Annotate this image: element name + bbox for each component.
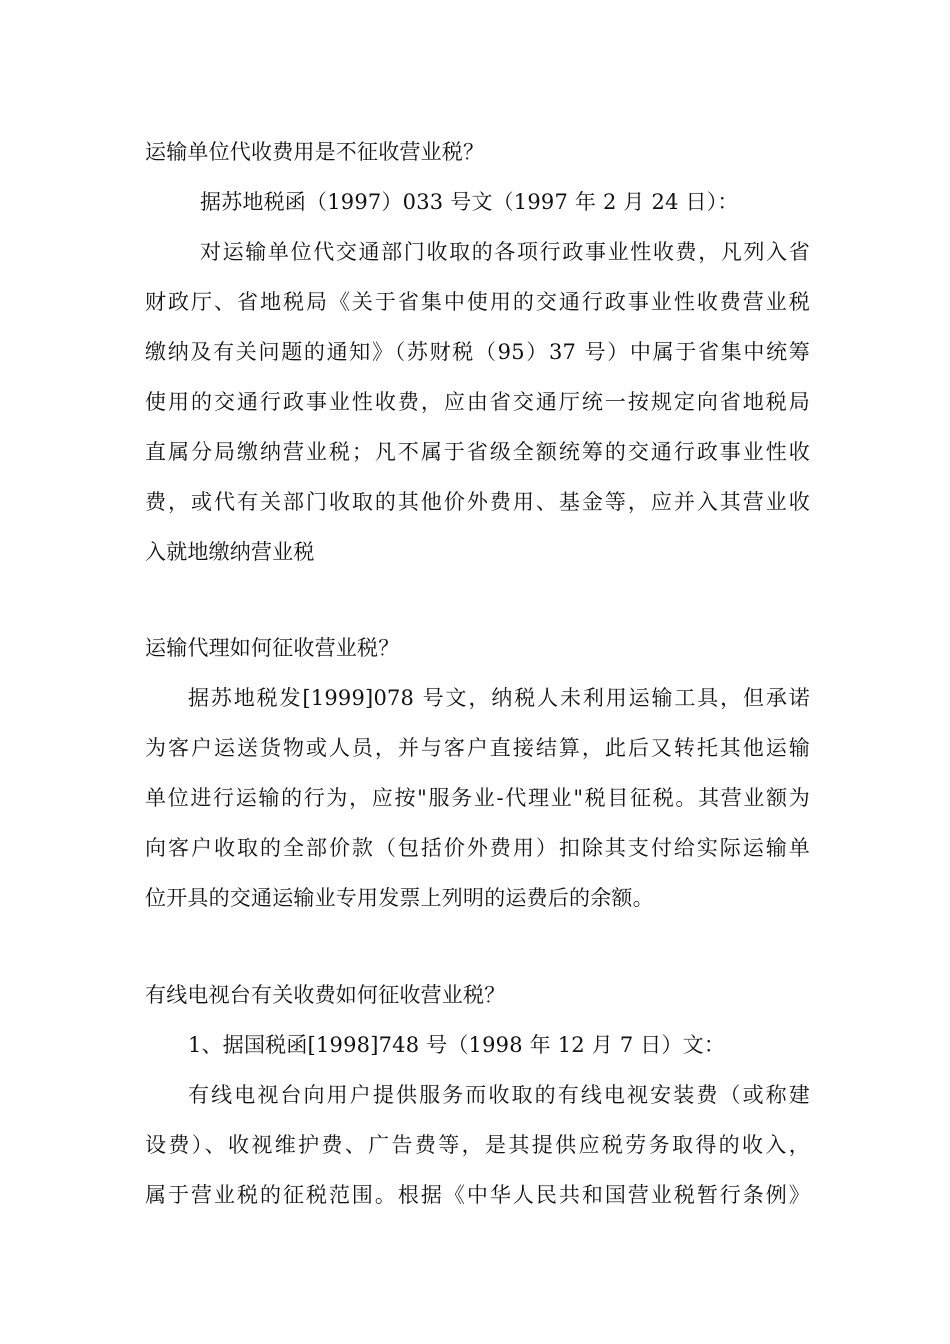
section2-line: 单位进行运输的行为，应按"服务业-代理业"税目征税。其营业额为 [145, 786, 810, 810]
section2-line: 向客户收取的全部价款（包括价外费用）扣除其支付给实际运输单 [145, 836, 810, 860]
section1-heading: 运输单位代收费用是不征收营业税？ [145, 140, 485, 164]
section3-heading: 有线电视台有关收费如何征收营业税？ [145, 983, 506, 1007]
section1-source: 据苏地税函（1997）033 号文（1997 年 2 月 24 日）： [200, 190, 739, 214]
section3-source: 1、据国税函[1998]748 号（1998 年 12 月 7 日）文： [188, 1033, 726, 1057]
section2-line: 为客户运送货物或人员，并与客户直接结算，此后又转托其他运输 [145, 736, 810, 760]
section1-line: 缴纳及有关问题的通知》（苏财税（95）37 号）中属于省集中统筹 [145, 340, 810, 364]
section3-line: 属于营业税的征税范围。根据《中华人民共和国营业税暂行条例》 [145, 1183, 810, 1207]
section1-line: 使用的交通行政事业性收费，应由省交通厅统一按规定向省地税局 [145, 390, 810, 414]
section1-line: 对运输单位代交通部门收取的各项行政事业性收费，凡列入省 [200, 240, 810, 264]
section2-heading: 运输代理如何征收营业税？ [145, 636, 400, 660]
section3-line: 有线电视台向用户提供服务而收取的有线电视安装费（或称建 [188, 1083, 810, 1107]
section1-line: 直属分局缴纳营业税；凡不属于省级全额统筹的交通行政事业性收 [145, 440, 810, 464]
section1-line: 费，或代有关部门收取的其他价外费用、基金等，应并入其营业收 [145, 490, 810, 514]
section3-line: 设费）、收视维护费、广告费等，是其提供应税劳务取得的收入， [145, 1133, 810, 1157]
section2-line: 据苏地税发[1999]078 号文，纳税人未利用运输工具，但承诺 [188, 686, 810, 710]
section2-line: 位开具的交通运输业专用发票上列明的运费后的余额。 [145, 886, 654, 910]
section1-line: 财政厅、省地税局《关于省集中使用的交通行政事业性收费营业税 [145, 290, 810, 314]
section1-line: 入就地缴纳营业税 [145, 540, 315, 564]
